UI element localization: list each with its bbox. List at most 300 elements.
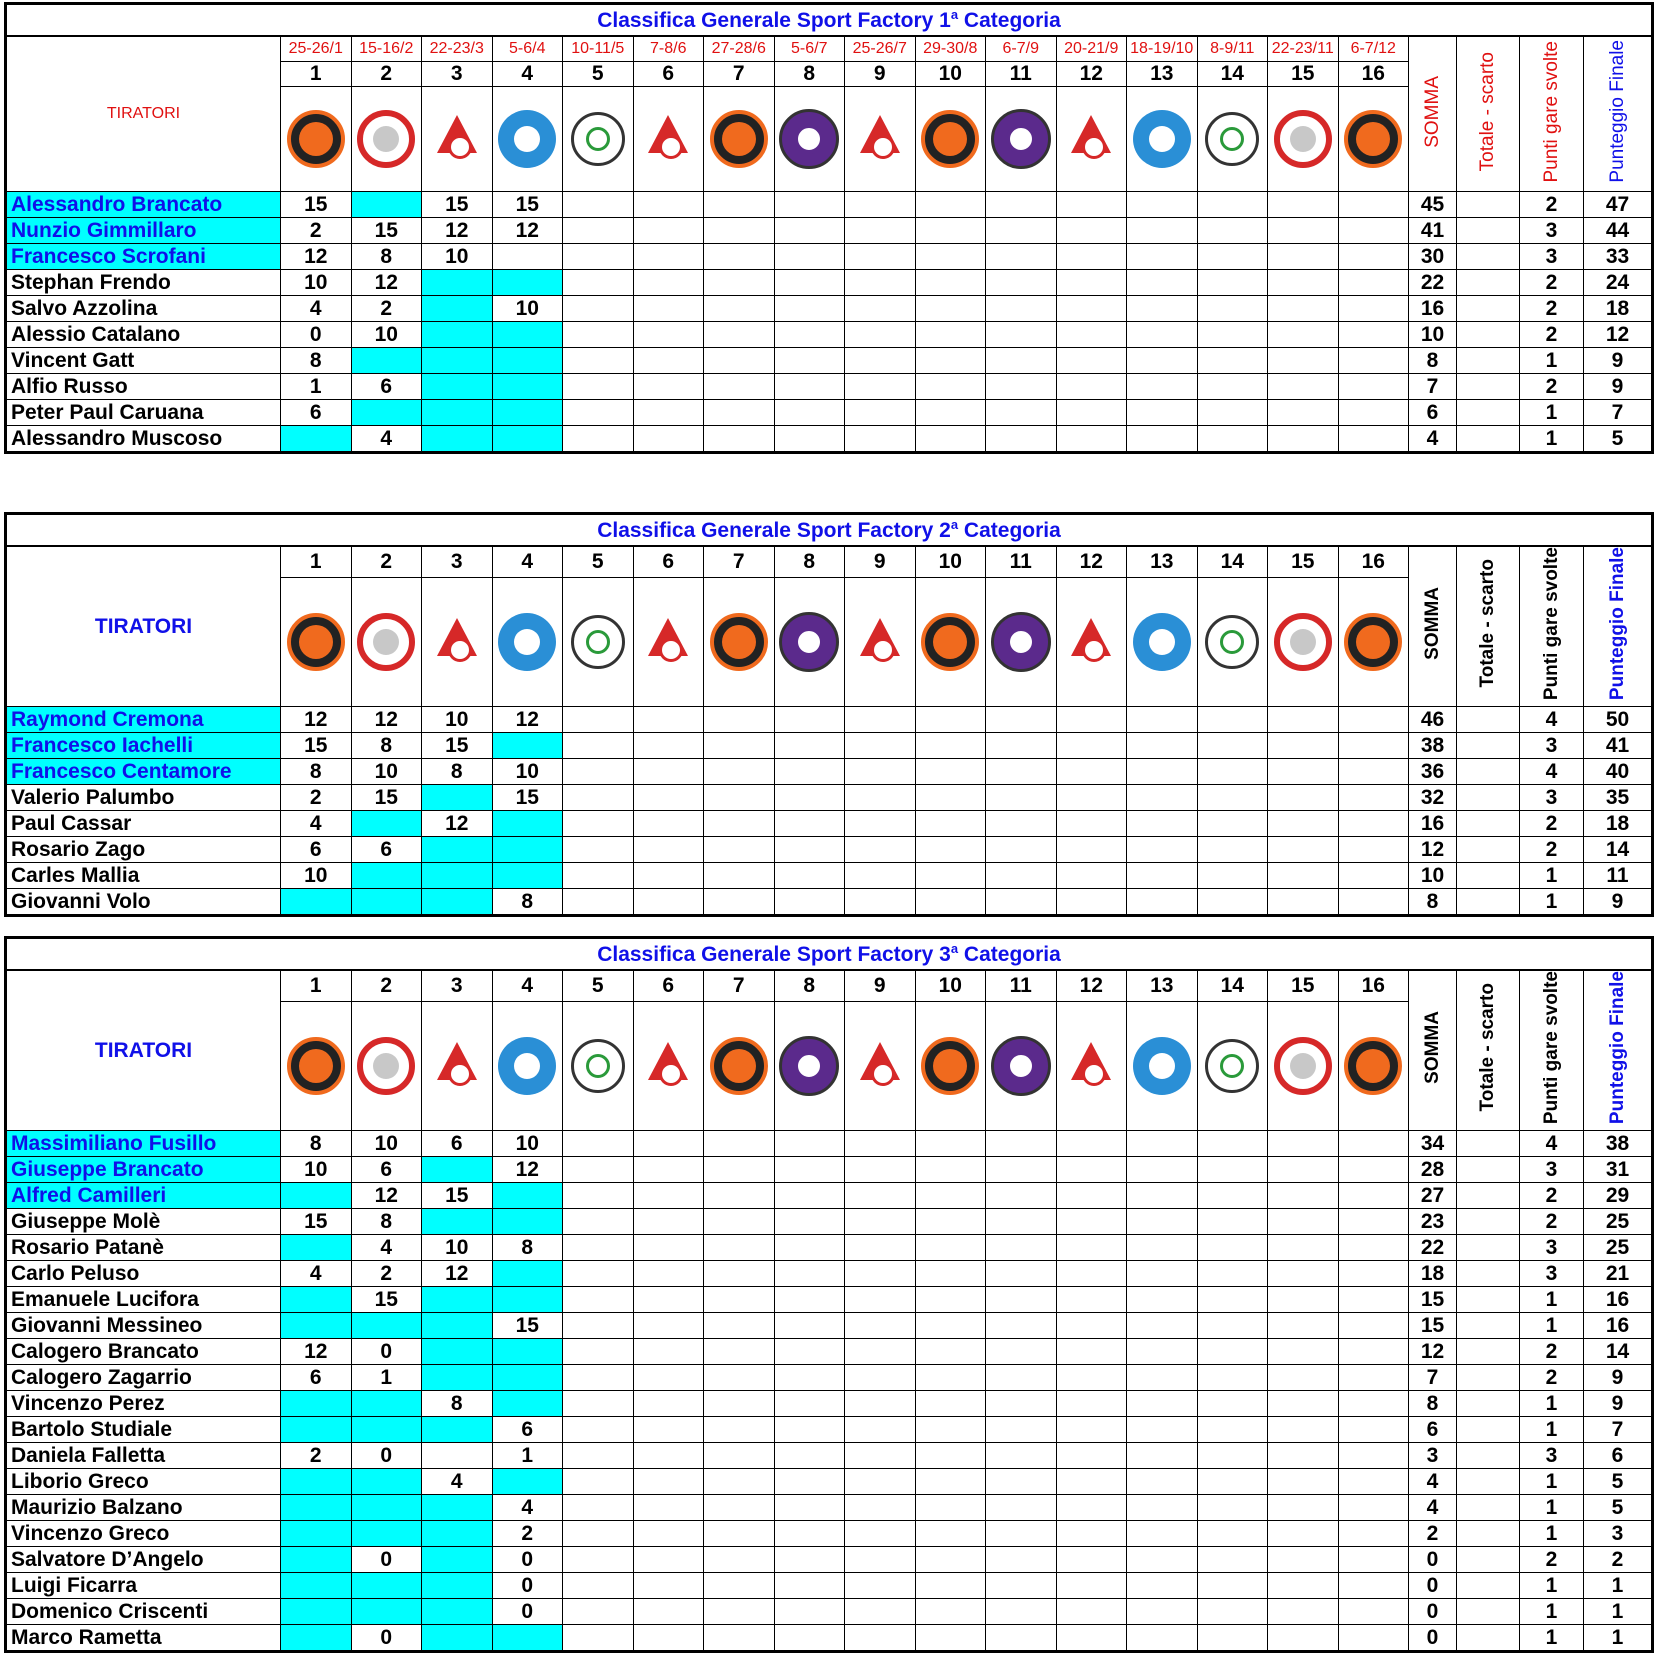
score-cell: 0: [351, 1443, 422, 1469]
score-cell: [422, 863, 493, 889]
somma-label: SOMMA: [1421, 75, 1443, 148]
score-cell: [1338, 296, 1409, 322]
score-cell: [492, 426, 563, 453]
score-cell: [1056, 1209, 1127, 1235]
score-cell: 10: [281, 863, 352, 889]
score-cell: [1056, 1365, 1127, 1391]
score-cell: [915, 374, 986, 400]
race-number: 16: [1338, 546, 1409, 577]
score-cell: [563, 1599, 634, 1625]
punteggio-finale-cell: 5: [1584, 1495, 1653, 1521]
totale-label: Totale - scarto: [1477, 51, 1498, 172]
score-cell: [1127, 1573, 1198, 1599]
score-cell: [986, 837, 1057, 863]
race-number: 13: [1127, 546, 1198, 577]
somma-cell: 41: [1409, 218, 1457, 244]
score-cell: [1197, 1417, 1268, 1443]
club-logo-cell: [704, 577, 775, 706]
punti-gare-cell: 1: [1520, 1599, 1584, 1625]
score-cell: [1338, 400, 1409, 426]
club-logo-cell: [1197, 87, 1268, 192]
score-cell: [1268, 1573, 1339, 1599]
score-cell: [1197, 1625, 1268, 1652]
somma-cell: 36: [1409, 759, 1457, 785]
score-cell: 15: [492, 1313, 563, 1339]
score-cell: 15: [281, 1209, 352, 1235]
score-cell: [1338, 374, 1409, 400]
totale-scarto-cell: [1457, 759, 1520, 785]
score-cell: 4: [281, 296, 352, 322]
red-club-icon: [357, 110, 415, 168]
table-row: [6, 1313, 1653, 1339]
score-cell: [1197, 218, 1268, 244]
punteggio-finale-cell: 5: [1584, 1469, 1653, 1495]
club-logo-cell: [774, 87, 845, 192]
score-cell: [986, 218, 1057, 244]
shooter-name: Bartolo Studiale: [6, 1417, 281, 1443]
score-cell: [1338, 733, 1409, 759]
score-cell: [704, 1313, 775, 1339]
score-cell: [845, 400, 916, 426]
score-cell: [774, 1443, 845, 1469]
club-logo-cell: [492, 87, 563, 192]
snipe-icon: [921, 1037, 979, 1095]
totale-scarto-cell: [1457, 426, 1520, 453]
table-row: [6, 322, 1653, 348]
punteggio-finale-cell: 38: [1584, 1131, 1653, 1157]
score-cell: [845, 244, 916, 270]
section-title: [6, 4, 1653, 37]
snipe-icon: [710, 110, 768, 168]
punti-gare-cell: 2: [1520, 192, 1584, 218]
table-row: [6, 348, 1653, 374]
score-cell: 15: [281, 192, 352, 218]
score-cell: [1127, 863, 1198, 889]
snipe-icon: [1344, 613, 1402, 671]
score-cell: [704, 733, 775, 759]
score-cell: [774, 1391, 845, 1417]
score-cell: [1338, 1521, 1409, 1547]
score-cell: [986, 811, 1057, 837]
shooter-name: Liborio Greco: [6, 1469, 281, 1495]
punti-gare-cell: 2: [1520, 296, 1584, 322]
score-cell: [986, 863, 1057, 889]
score-cell: [774, 296, 845, 322]
race-number: 2: [351, 970, 422, 1001]
punti-gare-cell: 3: [1520, 1261, 1584, 1287]
score-cell: [774, 1313, 845, 1339]
score-cell: [845, 837, 916, 863]
score-cell: [915, 322, 986, 348]
score-cell: [1268, 244, 1339, 270]
score-cell: [1338, 1417, 1409, 1443]
score-cell: [281, 1469, 352, 1495]
score-cell: 2: [281, 1443, 352, 1469]
snipe-icon: [1344, 110, 1402, 168]
club-logo-cell: [1127, 87, 1198, 192]
score-cell: [281, 426, 352, 453]
club-logo-cell: [422, 1001, 493, 1130]
table-row: [6, 1339, 1653, 1365]
score-cell: [633, 1261, 704, 1287]
score-cell: [915, 1365, 986, 1391]
score-cell: 8: [351, 244, 422, 270]
club-logo-cell: [633, 1001, 704, 1130]
race-number: 10: [915, 970, 986, 1001]
score-cell: [633, 192, 704, 218]
totale-scarto-cell: [1457, 1209, 1520, 1235]
score-cell: [704, 244, 775, 270]
score-cell: 1: [351, 1365, 422, 1391]
score-cell: [563, 244, 634, 270]
score-cell: 4: [281, 1261, 352, 1287]
totale-scarto-cell: [1457, 192, 1520, 218]
score-cell: [1197, 1599, 1268, 1625]
somma-cell: 0: [1409, 1625, 1457, 1652]
score-cell: [845, 374, 916, 400]
punti-gare-cell: 1: [1520, 1521, 1584, 1547]
club-logo-cell: [492, 577, 563, 706]
race-number: 7: [704, 970, 775, 1001]
somma-cell: 12: [1409, 1339, 1457, 1365]
shooter-name: Raymond Cremona: [6, 707, 281, 733]
score-cell: [986, 270, 1057, 296]
score-cell: [774, 707, 845, 733]
score-cell: [633, 1209, 704, 1235]
score-cell: [704, 192, 775, 218]
score-cell: [563, 759, 634, 785]
score-cell: [492, 1391, 563, 1417]
race-number: 2: [351, 546, 422, 577]
score-cell: [1268, 1157, 1339, 1183]
score-cell: [1268, 270, 1339, 296]
score-cell: 8: [492, 1235, 563, 1261]
score-cell: 6: [281, 1365, 352, 1391]
score-cell: [774, 1261, 845, 1287]
score-cell: [986, 296, 1057, 322]
totale-scarto-cell: [1457, 1183, 1520, 1209]
triquetra-icon: [432, 612, 482, 672]
tiratori-header: TIRATORI: [6, 546, 281, 707]
table-row: [6, 1365, 1653, 1391]
score-cell: [774, 1157, 845, 1183]
score-cell: [986, 785, 1057, 811]
score-cell: [1338, 1625, 1409, 1652]
score-cell: [1268, 296, 1339, 322]
punteggio-finale-cell: 14: [1584, 837, 1653, 863]
score-cell: [845, 1287, 916, 1313]
score-cell: [563, 837, 634, 863]
somma-label: SOMMA: [1421, 587, 1443, 660]
score-cell: 6: [351, 1157, 422, 1183]
punti-label: Punti gare svolte: [1540, 547, 1562, 701]
race-number: 4: [492, 970, 563, 1001]
score-cell: [1056, 837, 1127, 863]
score-cell: [633, 244, 704, 270]
score-cell: [351, 348, 422, 374]
score-cell: [1056, 1521, 1127, 1547]
score-cell: [1197, 270, 1268, 296]
table-row: [6, 1183, 1653, 1209]
score-cell: [915, 348, 986, 374]
somma-cell: 38: [1409, 733, 1457, 759]
race-number: 7: [704, 546, 775, 577]
score-cell: [1268, 322, 1339, 348]
score-cell: [1127, 1443, 1198, 1469]
totale-scarto-cell: [1457, 322, 1520, 348]
score-cell: 15: [492, 192, 563, 218]
race-number: 4: [492, 62, 563, 87]
score-cell: [351, 1469, 422, 1495]
blue-club-icon: [498, 1037, 556, 1095]
score-cell: [1127, 218, 1198, 244]
score-cell: [1127, 1287, 1198, 1313]
score-cell: [351, 1521, 422, 1547]
score-cell: [1268, 889, 1339, 916]
score-cell: 0: [492, 1547, 563, 1573]
club-logo-cell: [281, 87, 352, 192]
score-cell: [915, 1235, 986, 1261]
score-cell: [915, 1391, 986, 1417]
race-number: 8: [774, 546, 845, 577]
punti-gare-cell: 2: [1520, 1183, 1584, 1209]
purple-club-icon: [991, 109, 1051, 169]
club-logo-cell: [774, 1001, 845, 1130]
date-cell: 22-23/3: [422, 36, 493, 62]
score-cell: [1056, 322, 1127, 348]
race-number: 9: [845, 970, 916, 1001]
score-cell: [1338, 1313, 1409, 1339]
score-cell: [492, 1469, 563, 1495]
score-cell: [1197, 1547, 1268, 1573]
score-cell: [704, 863, 775, 889]
score-cell: 10: [351, 759, 422, 785]
score-cell: 4: [422, 1469, 493, 1495]
score-cell: [986, 1209, 1057, 1235]
score-cell: 0: [492, 1599, 563, 1625]
punti-gare-cell: 1: [1520, 1287, 1584, 1313]
score-cell: [1056, 1495, 1127, 1521]
score-cell: 8: [351, 733, 422, 759]
score-cell: [915, 1287, 986, 1313]
punti-gare-cell: 3: [1520, 785, 1584, 811]
club-logo-cell: [563, 1001, 634, 1130]
score-cell: [1056, 811, 1127, 837]
shooter-name: Nunzio Gimmillaro: [6, 218, 281, 244]
score-cell: [1268, 1625, 1339, 1652]
score-cell: [563, 733, 634, 759]
score-cell: [915, 218, 986, 244]
score-cell: [563, 1261, 634, 1287]
score-cell: [1338, 218, 1409, 244]
score-cell: [351, 1599, 422, 1625]
score-cell: [915, 733, 986, 759]
somma-cell: 23: [1409, 1209, 1457, 1235]
punteggio-finale-cell: 50: [1584, 707, 1653, 733]
date-cell: 5-6/7: [774, 36, 845, 62]
score-cell: [1268, 759, 1339, 785]
somma-cell: 10: [1409, 863, 1457, 889]
date-cell: 25-26/7: [845, 36, 916, 62]
score-cell: [774, 837, 845, 863]
score-cell: 10: [351, 1131, 422, 1157]
score-cell: [281, 1417, 352, 1443]
score-cell: [915, 1417, 986, 1443]
snipe-icon: [287, 613, 345, 671]
score-cell: [1338, 785, 1409, 811]
score-cell: [1197, 1131, 1268, 1157]
score-cell: [774, 1339, 845, 1365]
score-cell: [1338, 426, 1409, 453]
score-cell: [915, 707, 986, 733]
score-cell: [422, 1287, 493, 1313]
punti-gare-cell: 2: [1520, 322, 1584, 348]
score-cell: [1268, 374, 1339, 400]
score-cell: [633, 1495, 704, 1521]
score-cell: [1197, 1157, 1268, 1183]
score-cell: [633, 1469, 704, 1495]
totale-scarto-cell: [1457, 1131, 1520, 1157]
totale-scarto-cell: [1457, 1469, 1520, 1495]
race-number: 16: [1338, 62, 1409, 87]
table-row: [6, 785, 1653, 811]
score-cell: [1338, 811, 1409, 837]
table-row: [6, 192, 1653, 218]
score-cell: 8: [281, 759, 352, 785]
score-cell: [915, 1599, 986, 1625]
score-cell: [986, 1313, 1057, 1339]
totale-scarto-cell: [1457, 296, 1520, 322]
score-cell: 4: [492, 1495, 563, 1521]
score-cell: [915, 1521, 986, 1547]
punteggio-finale-cell: 7: [1584, 400, 1653, 426]
score-cell: 6: [422, 1131, 493, 1157]
table-row: [6, 1287, 1653, 1313]
score-cell: [774, 1625, 845, 1652]
race-number: 1: [281, 970, 352, 1001]
totale-header: [1457, 36, 1520, 192]
table-row: [6, 837, 1653, 863]
club-logo-cell: [351, 87, 422, 192]
blue-club-icon: [1133, 110, 1191, 168]
score-cell: [774, 1183, 845, 1209]
punti-gare-cell: 3: [1520, 1443, 1584, 1469]
score-cell: [1197, 759, 1268, 785]
score-cell: [915, 1443, 986, 1469]
score-cell: [1127, 1365, 1198, 1391]
score-cell: [633, 1417, 704, 1443]
punteggio-finale-cell: 44: [1584, 218, 1653, 244]
race-number: 1: [281, 546, 352, 577]
score-cell: [986, 1287, 1057, 1313]
score-cell: [633, 863, 704, 889]
totale-scarto-cell: [1457, 218, 1520, 244]
shooter-name: Stephan Frendo: [6, 270, 281, 296]
score-cell: [1056, 192, 1127, 218]
shooter-name: Vincent Gatt: [6, 348, 281, 374]
red-club-icon: [1274, 613, 1332, 671]
score-cell: [845, 1495, 916, 1521]
race-number: 14: [1197, 546, 1268, 577]
section-title: [6, 938, 1653, 971]
score-cell: 15: [281, 733, 352, 759]
punteggio-finale-cell: 12: [1584, 322, 1653, 348]
score-cell: [774, 1521, 845, 1547]
score-cell: [1268, 785, 1339, 811]
table-row: [6, 1209, 1653, 1235]
date-cell: 5-6/4: [492, 36, 563, 62]
score-cell: [1127, 1547, 1198, 1573]
score-cell: [492, 322, 563, 348]
race-number: 15: [1268, 546, 1339, 577]
score-cell: [1338, 1443, 1409, 1469]
club-logo-cell: [1127, 577, 1198, 706]
score-cell: 10: [492, 759, 563, 785]
score-cell: [774, 1417, 845, 1443]
totale-scarto-cell: [1457, 707, 1520, 733]
punti-gare-cell: 1: [1520, 348, 1584, 374]
score-cell: [986, 1339, 1057, 1365]
totale-scarto-cell: [1457, 1339, 1520, 1365]
score-cell: 6: [351, 837, 422, 863]
somma-header: [1409, 970, 1457, 1131]
totale-scarto-cell: [1457, 1521, 1520, 1547]
score-cell: [1127, 348, 1198, 374]
score-cell: 8: [281, 1131, 352, 1157]
punteggio-finale-cell: 25: [1584, 1235, 1653, 1261]
red-club-icon: [357, 613, 415, 671]
shooter-name: Calogero Brancato: [6, 1339, 281, 1365]
score-cell: [915, 296, 986, 322]
score-cell: 15: [422, 733, 493, 759]
score-cell: [563, 348, 634, 374]
snipe-icon: [287, 1037, 345, 1095]
score-cell: [633, 1365, 704, 1391]
triquetra-icon: [855, 612, 905, 672]
punti-gare-cell: 3: [1520, 1235, 1584, 1261]
somma-cell: 4: [1409, 1469, 1457, 1495]
score-cell: [281, 889, 352, 916]
club-logo-cell: [845, 1001, 916, 1130]
score-cell: [1197, 296, 1268, 322]
score-cell: [845, 322, 916, 348]
score-cell: [492, 1625, 563, 1652]
score-cell: [1338, 1469, 1409, 1495]
score-cell: 12: [351, 1183, 422, 1209]
club-logo-cell: [633, 577, 704, 706]
punteggio-finale-cell: 24: [1584, 270, 1653, 296]
score-cell: [704, 1131, 775, 1157]
somma-cell: 15: [1409, 1287, 1457, 1313]
score-cell: [1127, 1625, 1198, 1652]
totale-scarto-cell: [1457, 1625, 1520, 1652]
totale-scarto-cell: [1457, 1365, 1520, 1391]
score-cell: [1268, 1287, 1339, 1313]
table-row: [6, 426, 1653, 453]
snipe-icon: [710, 613, 768, 671]
score-cell: [422, 1339, 493, 1365]
totale-scarto-cell: [1457, 1443, 1520, 1469]
score-cell: [563, 400, 634, 426]
punti-gare-cell: 2: [1520, 1365, 1584, 1391]
score-cell: [1268, 733, 1339, 759]
score-cell: [633, 400, 704, 426]
shooter-name: Salvo Azzolina: [6, 296, 281, 322]
score-cell: [492, 863, 563, 889]
score-cell: [633, 785, 704, 811]
shooter-name: Vincenzo Greco: [6, 1521, 281, 1547]
score-cell: [633, 811, 704, 837]
